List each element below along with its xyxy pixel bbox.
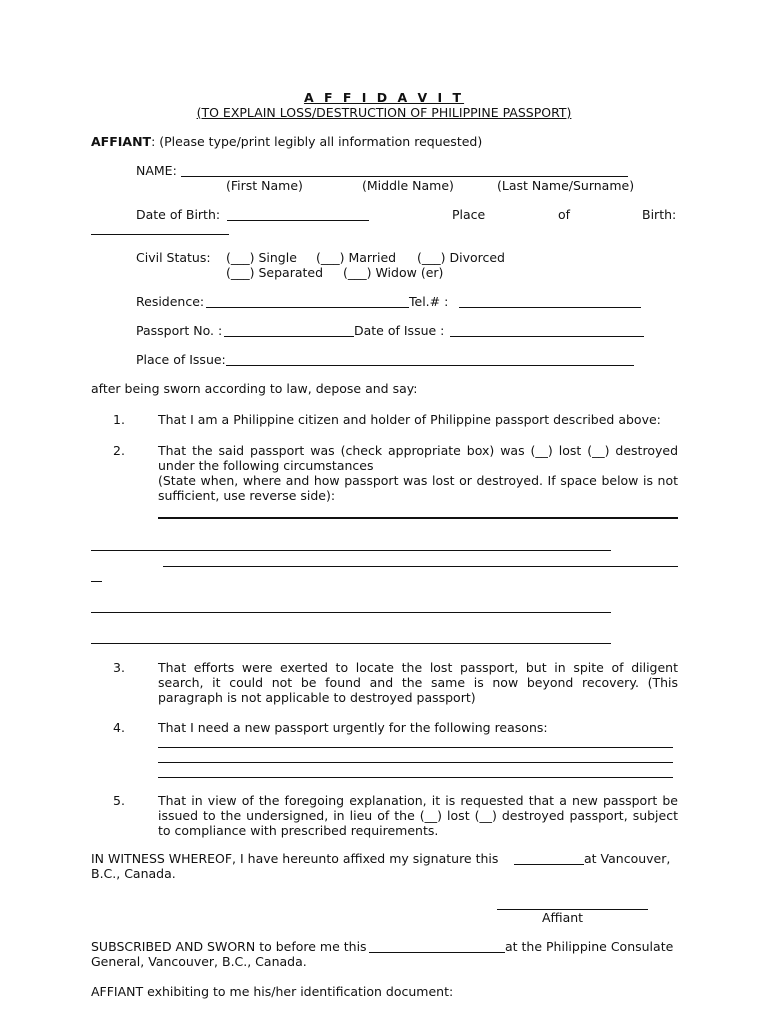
item-4-number: 4. xyxy=(113,720,125,735)
civil-married-option[interactable]: (___) Married xyxy=(316,250,397,265)
id-document-text: AFFIANT exhibiting to me his/her identification document: xyxy=(91,984,454,999)
affiant-note: : (Please type/print legibly all information requested) xyxy=(151,134,483,149)
pob-word-place: Place xyxy=(452,207,486,222)
date-of-issue-field-line[interactable] xyxy=(450,336,644,337)
name-last-caption: (Last Name/Surname) xyxy=(497,178,635,193)
date-of-issue-label: Date of Issue : xyxy=(354,323,445,338)
document-title: A F F I D A V I T xyxy=(303,90,465,105)
subscribed-text-end: at the Philippine Consulate xyxy=(505,939,674,954)
item-2-number: 2. xyxy=(113,443,125,458)
item-4-text: That I need a new passport urgently for the following reasons: xyxy=(158,720,548,735)
pob-word-of: of xyxy=(558,207,571,222)
circumstance-line-3[interactable] xyxy=(163,566,678,567)
pob-word-birth: Birth: xyxy=(642,207,677,222)
subscribed-text-start: SUBSCRIBED AND SWORN to before me this xyxy=(91,939,367,954)
item-5-number: 5. xyxy=(113,793,125,808)
circumstance-line-4[interactable] xyxy=(91,612,611,613)
item-2-line-3: (State when, where and how passport was lost or destroyed. If space below is not xyxy=(158,473,678,488)
civil-divorced-option[interactable]: (___) Divorced xyxy=(417,250,505,265)
affiant-label: AFFIANT xyxy=(91,134,152,149)
residence-field-line[interactable] xyxy=(206,307,409,308)
place-of-issue-field-line[interactable] xyxy=(226,365,634,366)
sworn-intro: after being sworn according to law, depose and say: xyxy=(91,381,418,396)
residence-label: Residence: xyxy=(136,294,205,309)
dob-field-line[interactable] xyxy=(227,220,369,221)
item-5-line-1: That in view of the foregoing explanation, it is requested that a new passport be xyxy=(158,793,678,808)
item-3-line-3: paragraph is not applicable to destroyed passport) xyxy=(158,690,476,705)
affiant-signature-caption: Affiant xyxy=(541,910,584,925)
reason-line-2[interactable] xyxy=(158,762,673,763)
reason-line-1[interactable] xyxy=(158,747,673,748)
passport-no-label: Passport No. : xyxy=(136,323,223,338)
document-subtitle: (TO EXPLAIN LOSS/DESTRUCTION OF PHILIPPINE PASSPORT) xyxy=(196,105,572,120)
affiant-instruction xyxy=(91,134,482,149)
name-label: NAME: xyxy=(136,163,177,178)
subscribed-date-field-line[interactable] xyxy=(369,952,505,953)
pob-field-line[interactable] xyxy=(91,234,229,235)
name-middle-caption: (Middle Name) xyxy=(362,178,454,193)
circumstance-line-2[interactable] xyxy=(91,550,611,551)
civil-separated-option[interactable]: (___) Separated xyxy=(226,265,324,280)
item-1-number: 1. xyxy=(113,412,125,427)
civil-status-label: Civil Status: xyxy=(136,250,211,265)
item-3-line-2: search, it could not be found and the same is now beyond recovery. (This xyxy=(158,675,678,690)
item-2-line-1: That the said passport was (check appropriate box) was (__) lost (__) destroyed xyxy=(158,443,678,458)
item-5-line-2: issued to the undersigned, in lieu of the (__) lost (__) destroyed passport, subject xyxy=(158,808,678,823)
item-3-line-1: That efforts were exerted to locate the lost passport, but in spite of diligent xyxy=(158,660,678,675)
place-of-issue-label: Place of Issue: xyxy=(136,352,226,367)
name-first-caption: (First Name) xyxy=(226,178,303,193)
civil-single-option[interactable]: (___) Single xyxy=(226,250,297,265)
item-3-number: 3. xyxy=(113,660,125,675)
item-1-text: That I am a Philippine citizen and holder of Philippine passport described above: xyxy=(158,412,661,427)
circumstance-line-3-wrap[interactable] xyxy=(91,581,102,582)
circumstance-line-1[interactable] xyxy=(158,517,678,519)
name-field-line[interactable] xyxy=(181,176,628,177)
tel-field-line[interactable] xyxy=(459,307,641,308)
passport-no-field-line[interactable] xyxy=(224,336,354,337)
civil-widow-option[interactable]: (___) Widow (er) xyxy=(343,265,444,280)
item-2-line-4: sufficient, use reverse side): xyxy=(158,488,336,503)
witness-date-field-line[interactable] xyxy=(514,864,584,865)
subscribed-location: General, Vancouver, B.C., Canada. xyxy=(91,954,307,969)
dob-label: Date of Birth: xyxy=(136,207,221,222)
circumstance-line-5[interactable] xyxy=(91,643,611,644)
witness-text-start: IN WITNESS WHEREOF, I have hereunto affixed my signature this xyxy=(91,851,499,866)
item-5-line-3: to compliance with prescribed requirements. xyxy=(158,823,439,838)
tel-label: Tel.# : xyxy=(409,294,449,309)
item-2-line-2: under the following circumstances xyxy=(158,458,374,473)
witness-location: B.C., Canada. xyxy=(91,866,176,881)
reason-line-3[interactable] xyxy=(158,777,673,778)
witness-text-end: at Vancouver, xyxy=(584,851,671,866)
